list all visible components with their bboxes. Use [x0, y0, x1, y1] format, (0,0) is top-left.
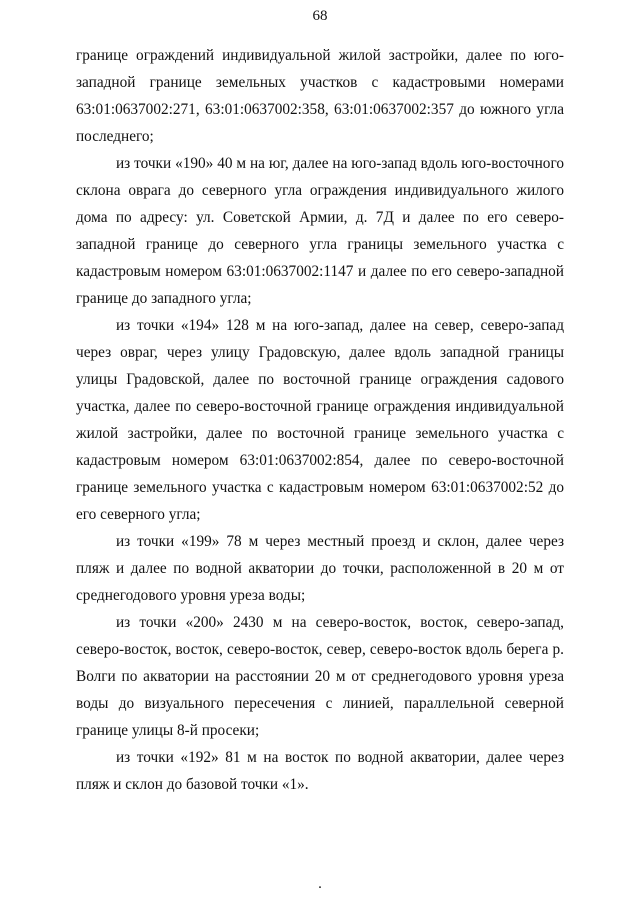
paragraph-point-194: из точки «194» 128 м на юго-запад, далее на север, северо-запад через овраг, через улицу Градовскую, далее вдоль западной границы улицы Градовской, далее по восточной границе ограждения садового участка, далее по северо-восточной границе ограждения индивидуальной жилой застройки, далее по восточной границе земельного участка с кадастровым номером 63:01:0637002:854, далее по северо-восточной границе земельного участка с кадастровым номером 63:01:0637002:52 до его северного угла; [76, 317, 564, 523]
paragraph-point-192: из точки «192» 81 м на восток по водной акватории, далее через пляж и склон до базовой точки «1». [76, 749, 564, 793]
footer-mark: . [318, 876, 322, 892]
page-number: 68 [312, 8, 328, 24]
paragraph-point-200: из точки «200» 2430 м на северо-восток, восток, северо-запад, северо-восток, восток, северо-восток, север, северо-восток вдоль берега р. Волги по акватории на расстоянии 20 м от среднегодового уровня уреза воды до визуального пересечения с линией, параллельной северной границе улицы 8-й просеки; [76, 614, 564, 739]
paragraph-continuation: границе ограждений индивидуальной жилой застройки, далее по юго-западной границе земельных участков с кадастровыми номерами 63:01:0637002:271, 63:01:0637002:358, 63:01:0637002:357 до южного угла последнего; [76, 47, 564, 145]
document-body [76, 42, 564, 798]
paragraph-point-199: из точки «199» 78 м через местный проезд и склон, далее через пляж и далее по водной акватории до точки, расположенной в 20 м от среднегодового уровня уреза воды; [76, 533, 564, 604]
paragraph-point-190: из точки «190» 40 м на юг, далее на юго-запад вдоль юго-восточного склона оврага до северного угла ограждения индивидуального жилого дома по адресу: ул. Советской Армии, д. 7Д и далее по его северо-западной границе до северного угла границы земельного участка с кадастровым номером 63:01:0637002:1147 и далее по его северо-западной границе до западного угла; [76, 155, 564, 307]
